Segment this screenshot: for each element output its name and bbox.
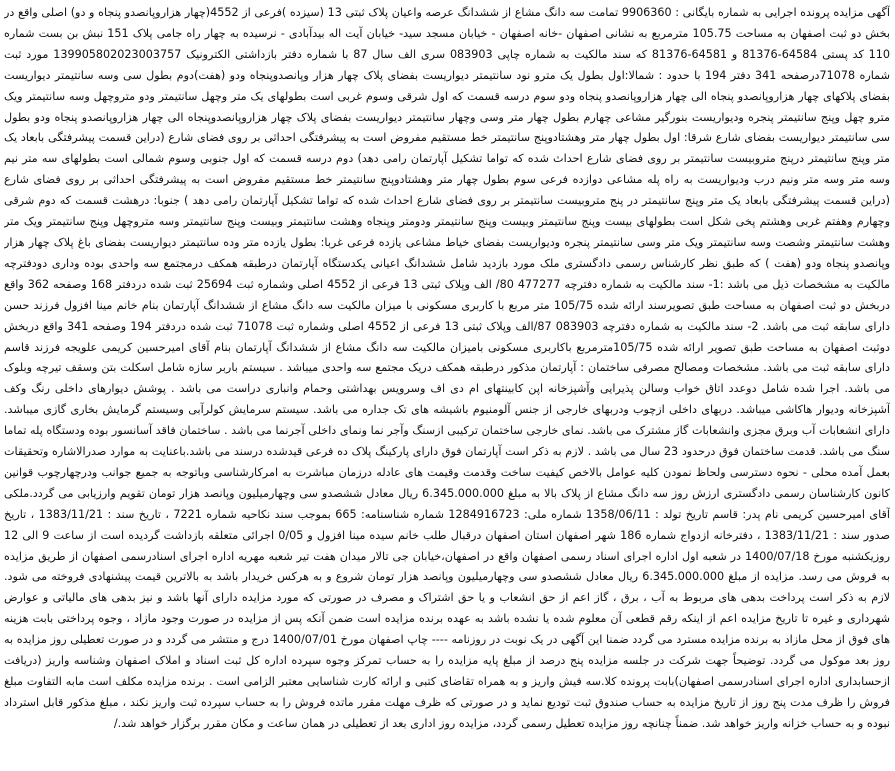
auction-notice-text: آگهی مزایده پرونده اجرایی به شماره بایگانی : 9906360 تمامت سه دانگ مشاع از ششدانگ عرصه واعیان پلاک ثبتی 13 (سیزده )فرعی از 4552(چهار هزاروپانصدو پنجاه و دو) اصلی واقع در بخش دو ثبت اصفهان به مساحت 105.75 مترمربع به نشانی اصفهان -خانه اصفهان - خیابان مسجد سید- خیابان آیت اله بیدآبادی - نرسیده به چهار راه جامی پلاک 151 نبش بن بست شماره 110 کد پستی 64584-81376 و 64581-81376 که سند مالکیت به شماره چاپی 083903 سری الف سال 87 با شماره دفتر بازداشتی الکترونیک 139905802023003757 مورد ثبت شماره 71078درصفحه 341 دفتر 194 با حدود : شمالا:اول بطول یک مترو نود سانتیمتر دیواریست بفضای پلاک چهار هزار وپانصدوپنجاه ودو (هفت)دوم بطول سی وسه سانتیمتر دیواریست بفضای پلاکهای چهار هزاروپانصدو پنجاه الی چهار هزاروپانصدو پنجاه ودو سوم درسه قسمت که اول شرقی وسوم غربی است بطولهای یک متر وچهل سانتیمتر ودو متروچهل وسه سانتیمتر ویک مترو چهل وپنج سانتیمتر پنجره ودیواریست بنورگیر مشاعی چهارم بطول چهار متر وسی وچهار سانتیمتر دیواریست بفضای پلاک چهار هزاروپانصدوپنجاه الی چهار هزاروپانصدو پنجاه ودو بطول سی سانتیمتر دیواریست بفضای شارع شرقا: اول بطول چهار متر وهشتادوپنج سانتیمتر خط مستقیم مفروض است به پیشرفتگی احداثی بر روی فضای شارع (دراین قسمت پیشرفتگی بابعاد یک متر وپنج سانتیمتر درپنج متروبیست سانتیمتر بر روی فضای شارع احداث شده که تواما تشکیل آپارتمان رامی دهد) دوم درسه قسمت که اول جنوبی وسوم شمالی است بطولهای سه متر نیم وسه متر وسه متر ونیم درب ودیواریست به راه پله مشاعی دوازده فرعی سوم بطول چهار متر وهشتادوپنج سانتیمتر خط مستقیم مفروض است به پیشرفتگی احداثی بر روی فضای شارع (دراین قسمت پیشرفتگی بابعاد یک متر وپنج سانتیمتر در پنج متروبیست سانتیمتر بر روی فضای شارع احداث شده که تواما تشکیل آپارتمان رامی دهد ) جنوبا: درهشت قسمت که دوم شرقی وچهارم وهفتم غربی وهشتم پخی شکل است بطولهای بیست وپنج سانتیمتر وبیست وپنج سانتیمتر ودومتر وپنجاه وهشت سانتیمتر وبیست وپنج سانتیمتر وسه متروچهل وپنج سانتیمتر ویک متر وهشت سانتیمتر وشصت وسه سانتیمتر ویک متر وسی سانتیمتر پنجره ودیواریست بفضای خیاط مشاعی یازده فرعی غربا: بطول یازده متر وده سانتیمتر دیواریست بفضای باغ پلاک چهار هزار وپانصدو پنجاه ودو (هفت ) که طبق نظر کارشناس رسمی دادگستری ملک مورد بازدید شامل ششدانگ اعیانی یکدستگاه آپارتمان درطبقه همکف درمجتمع سه واحدی بوده وداری دودفترچه مالکیت به مشخصات ذیل می باشد :1- سند مالکیت به شماره دفترچه 477277 80/ الف وپلاک ثبتی 13 فرعی از 4552 اصلی وشماره ثبت 25694 ثبت شده دردفتر 168 وصفحه 362 واقع دربخش دو ثبت اصفهان به مساحت طبق تصویرسند ارائه شده 105/75 متر مربع با کاربری مسکونی با میزان مالکیت سه دانگ مشاع از ششدانگ آپارتمان بنام خانم مینا افزول فرزند حسن دارای سابقه ثبت می باشد. 2- سند مالکیت به شماره دفترچه 083903 87/الف وپلاک ثبتی 13 فرعی از 4552 اصلی وشماره ثبت 71078 ثبت شده دردفتر 194 وصفحه 341 واقع دربخش دوثبت اصفهان به مساحت طبق تصویر ارائه شده 105/75مترمربع باکاربری مسکونی بامیزان مالکیت سه دانگ مشاع از ششدانگ آپارتمان بنام آقای امیرحسین کریمی علویجه فرزند قاسم دارای سابقه ثبت می باشد. مشخصات ومصالح مصرفی ساختمان : آپارتمان مذکور درطبقه همکف دریک مجتمع سه واحدی میباشد . سیستم باربر سازه شامل اسکلت بتن وسقف تیرچه وبلوک می باشد. اجرا شده شامل دوعدد اتاق خواب وسالن پذیرایی وآشپزخانه اپن کابینتهای ام دی اف وسرویس بهداشتی وحمام وانباری دراست می باشد . پوشش دیوارهای داخلی رنگ وکف آشپزخانه ودیوار هاکاشی میباشد. دربهای داخلی ازچوب ودربهای خارجی از جنس آلومنیوم باشیشه های تک جداره می باشد. سیستم سرمایش کولرآبی وسیستم گرمایش بخاری گازی میباشد. دارای انشعابات آب وبرق مجزی وانشعابات گاز مشترک می باشد. نمای خارجی ساختمان ترکیبی ازسنگ وآجر نما ونمای داخلی آجرنما می باشد . ساختمان فاقد آسانسور بوده ودستگاه پله تماما سنگ می باشد. قدمت ساختمان فوق درحدود 23 سال می باشد . لازم به ذکر است آپارتمان فوق دارای پارکینگ پلاک ده فرعی قیدشده درسند می باشد.باعنایت به موارد صدرالاشاره وتحقیقات بعمل آمده محلی - نحوه دسترسی ولحاظ نمودن کلیه عوامل بالاخص کیفیت ساخت وقدمت وقیمت های عادله درزمان مباشرت به امرکارشناسی وباتوجه به جمیع جوانب ودرچهارچوب قوانین کانون کارشناسان رسمی دادگستری ارزش روز سه دانگ مشاع از پلاک بالا به مبلغ 6.345.000.000 ریال معادل ششصدو سی وچهارمیلیون وپانصد هزار تومان تقویم وارزیابی می گردد.ملکی آقای امیرحسین کریمی نام پدر: قاسم تاریخ تولد : 1358/06/11 شماره ملی: 1284916723 شماره شناسنامه: 665 بموجب سند نکاحیه شماره 7221 ، تاریخ سند : 1383/11/21 ، تاریخ صدور سند : 1383/11/21 ، دفترخانه ازدواج شماره 186 شهر اصفهان استان اصفهان درقبال طلب خانم سیده مینا افزول و 0/05 اجرائی متعلقه بازداشت گردیده است از ساعت 9 الی 12 روزیکشنبه مورخ 1400/07/18 در شعبه اول اداره اجرای اسناد رسمی اصفهان واقع در اصفهان،خیابان جی تالار میدان هفت تیر شعبه مهریه اداره اجرای اسنادرسمی اصفهان از طریق مزایده به فروش می رسد. مزایده از مبلغ 6.345.000.000 ریال معادل ششصدو سی وچهارمیلیون وپانصد هزار تومان شروع و به هرکس خریدار باشد به بالاترین قیمت پیشنهادی فروخته می شود. لازم به ذکر است پرداخت بدهی های مربوط به آب ، برق ، گاز اعم از حق انشعاب و یا حق اشتراک و مصرف در صورتی که مورد مزایده دارای آنها باشد و نیز بدهی های مالیاتی و عوارض شهرداری و غیره تا تاریخ مزایده اعم از اینکه رقم قطعی آن معلوم شده یا نشده باشد به عهده برنده مزایده است ضمن آنکه پس از مزایده در صورت وجود مازاد ، وجوه پرداختی بابت هزینه های فوق از محل مازاد به برنده مزایده مسترد می گردد ضمنا این آگهی در یک نوبت در روزنامه ---- چاپ اصفهان مورخ 1400/07/01 درج و منتشر می گردد و در صورت تعطیلی روز مزایده به روز بعد موکول می گردد. توضیحاً جهت شرکت در جلسه مزایده پنج درصد از مبلغ پایه مزایده را به حساب تمرکز وجوه سپرده اداره کل ثبت اسناد و املاک اصفهان وشناسه واریز (دریافت ازحسابداری اداره اجرای اسنادرسمی اصفهان)بابت پرونده کلا.سه فیش واریز و به همراه تقاضای کتبی و ارائه کارت شناسایی معتبر الزامی است . برنده مزایده مکلف است مابه التفاوت مبلغ فروش را ظرف مدت پنج روز از تاریخ مزایده به حساب صندوق ثبت تودیع نماید و در صورتی که ظرف مهلت مقرر ماتده فروش را به حساب سپرده ثبت واریز نکند ، مبلغ مذکور قابل استرداد نبوده و به حساب خزانه واریز خواهد شد. ضمناً چنانچه روز مزایده تعطیل رسمی گردد، مزایده روز اداری بعد از تعطیلی در همان ساعت و مکان مقرر برگزار خواهد شد./: [4, 6, 890, 730]
